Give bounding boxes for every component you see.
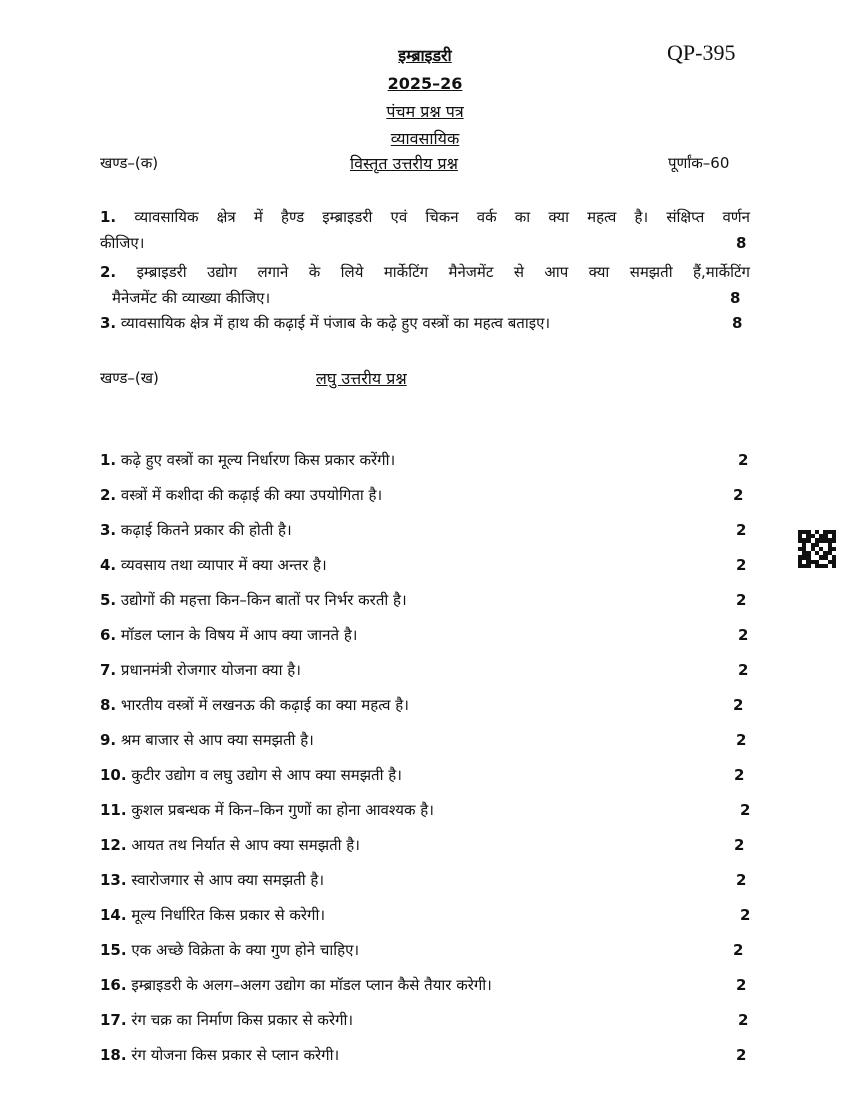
question-marks: 2 xyxy=(733,696,744,714)
long-question-1 xyxy=(100,204,750,256)
short-question-15 xyxy=(100,937,760,963)
question-number: 17. xyxy=(100,1011,127,1029)
question-marks: 2 xyxy=(736,556,747,574)
short-question-18 xyxy=(100,1042,760,1068)
question-number: 15. xyxy=(100,941,127,959)
question-marks: 2 xyxy=(736,871,747,889)
question-text: मॉडल प्लान के विषय में आप क्या जानते है। xyxy=(120,626,358,644)
section-a-label: खण्ड–(क) xyxy=(100,154,159,172)
question-marks: 2 xyxy=(738,626,749,644)
short-question-17 xyxy=(100,1007,760,1033)
question-marks: 2 xyxy=(736,1046,747,1064)
question-text: उद्योगों की महत्ता किन–किन बातों पर निर्भर करती है। xyxy=(120,591,407,609)
section-a-title: विस्तृत उत्तरीय प्रश्न xyxy=(350,154,458,173)
question-marks: 2 xyxy=(734,836,745,854)
question-marks: 2 xyxy=(734,766,745,784)
question-marks: 2 xyxy=(736,731,747,749)
short-question-4 xyxy=(100,552,760,578)
question-marks: 2 xyxy=(738,1011,749,1029)
question-number: 13. xyxy=(100,871,127,889)
question-text: एक अच्छे विक्रेता के क्या गुण होने चाहिए। xyxy=(131,941,360,959)
question-paper-code: QP-395 xyxy=(667,40,736,65)
short-question-8 xyxy=(100,692,760,718)
paper-type: व्यावसायिक xyxy=(390,129,460,148)
question-text: इम्ब्राइडरी उद्योग लगाने के लिये मार्केटिंग मैनेजमेंट से आप क्या समझती हैं,मार्केटिंग xyxy=(136,263,750,281)
question-number: 18. xyxy=(100,1046,127,1064)
question-text: कढ़े हुए वस्त्रों का मूल्य निर्धारण किस प्रकार करेंगी। xyxy=(120,451,396,469)
question-text: आयत तथ निर्यात से आप क्या समझती है। xyxy=(131,836,360,854)
question-text: रंग चक्र का निर्माण किस प्रकार से करेगी। xyxy=(131,1011,354,1029)
question-number: 7. xyxy=(100,661,117,679)
short-question-3 xyxy=(100,517,760,543)
question-text: कुशल प्रबन्धक में किन–किन गुणों का होना आवश्यक है। xyxy=(131,801,434,819)
question-number: 8. xyxy=(100,696,117,714)
question-number: 2. xyxy=(100,263,117,281)
short-question-2 xyxy=(100,482,760,508)
short-question-7 xyxy=(100,657,760,683)
question-number: 16. xyxy=(100,976,127,994)
question-text: रंग योजना किस प्रकार से प्लान करेगी। xyxy=(131,1046,340,1064)
question-text: इम्ब्राइडरी के अलग–अलग उद्योग का मॉडल प्लान कैसे तैयार करेगी। xyxy=(131,976,492,994)
question-number: 4. xyxy=(100,556,117,574)
question-number: 1. xyxy=(100,208,117,226)
question-marks: 2 xyxy=(736,521,747,539)
question-text: कुटीर उद्योग व लघु उद्योग से आप क्या समझती है। xyxy=(131,766,402,784)
question-marks: 2 xyxy=(740,801,751,819)
question-text: प्रधानमंत्री रोजगार योजना क्या है। xyxy=(120,661,301,679)
max-marks: पूर्णांक–60 xyxy=(668,154,730,172)
short-question-11 xyxy=(100,797,760,823)
short-question-1 xyxy=(100,447,760,473)
question-marks: 2 xyxy=(733,941,744,959)
question-marks: 8 xyxy=(732,314,743,332)
question-text: श्रम बाजार से आप क्या समझती है। xyxy=(120,731,314,749)
paper-title: इम्ब्राइडरी xyxy=(398,46,452,65)
short-question-12 xyxy=(100,832,760,858)
paper-number: पंचम प्रश्न पत्र xyxy=(386,102,464,121)
long-question-2 xyxy=(100,259,750,311)
section-b-title: लघु उत्तरीय प्रश्न xyxy=(316,369,407,388)
question-marks: 2 xyxy=(738,661,749,679)
question-number: 3. xyxy=(100,521,117,539)
question-number: 1. xyxy=(100,451,117,469)
question-number: 2. xyxy=(100,486,117,504)
short-question-13 xyxy=(100,867,760,893)
question-marks: 2 xyxy=(736,976,747,994)
short-question-10 xyxy=(100,762,760,788)
question-marks: 2 xyxy=(738,451,749,469)
session-year: 2025–26 xyxy=(387,74,463,93)
question-text: व्यवसाय तथा व्यापार में क्या अन्तर है। xyxy=(120,556,327,574)
question-number: 14. xyxy=(100,906,127,924)
question-text: स्वारोजगार से आप क्या समझती है। xyxy=(131,871,325,889)
question-number: 3. xyxy=(100,314,117,332)
question-text: मूल्य निर्धारित किस प्रकार से करेगी। xyxy=(131,906,326,924)
question-text: वस्त्रों में कशीदा की कढ़ाई की क्या उपयोगिता है। xyxy=(120,486,383,504)
question-number: 5. xyxy=(100,591,117,609)
question-text: व्यावसायिक क्षेत्र में हैण्ड इम्ब्राइडरी एवं चिकन वर्क का क्या महत्व है। संक्षिप्त वर्णन xyxy=(134,208,750,226)
question-text: भारतीय वस्त्रों में लखनऊ की कढ़ाई का क्या महत्व है। xyxy=(120,696,409,714)
question-number: 9. xyxy=(100,731,117,749)
question-marks: 2 xyxy=(740,906,751,924)
question-marks: 2 xyxy=(733,486,744,504)
qr-code-icon xyxy=(798,530,836,568)
short-question-5 xyxy=(100,587,760,613)
question-text-cont: कीजिए। xyxy=(100,234,145,252)
short-question-6 xyxy=(100,622,760,648)
question-text: व्यावसायिक क्षेत्र में हाथ की कढ़ाई में पंजाब के कढ़े हुए वस्त्रों का महत्व बताइए। xyxy=(120,314,551,332)
question-number: 10. xyxy=(100,766,127,784)
section-b-label: खण्ड–(ख) xyxy=(100,369,159,387)
short-question-14 xyxy=(100,902,760,928)
long-question-3 xyxy=(100,310,750,336)
question-text-cont: मैनेजमेंट की व्याख्या कीजिए। xyxy=(112,289,271,307)
question-number: 11. xyxy=(100,801,127,819)
question-marks: 8 xyxy=(730,289,741,307)
question-text: कढ़ाई कितने प्रकार की होती है। xyxy=(120,521,292,539)
short-question-16 xyxy=(100,972,760,998)
question-marks: 8 xyxy=(736,234,747,252)
question-number: 12. xyxy=(100,836,127,854)
question-marks: 2 xyxy=(736,591,747,609)
short-question-9 xyxy=(100,727,760,753)
question-number: 6. xyxy=(100,626,117,644)
